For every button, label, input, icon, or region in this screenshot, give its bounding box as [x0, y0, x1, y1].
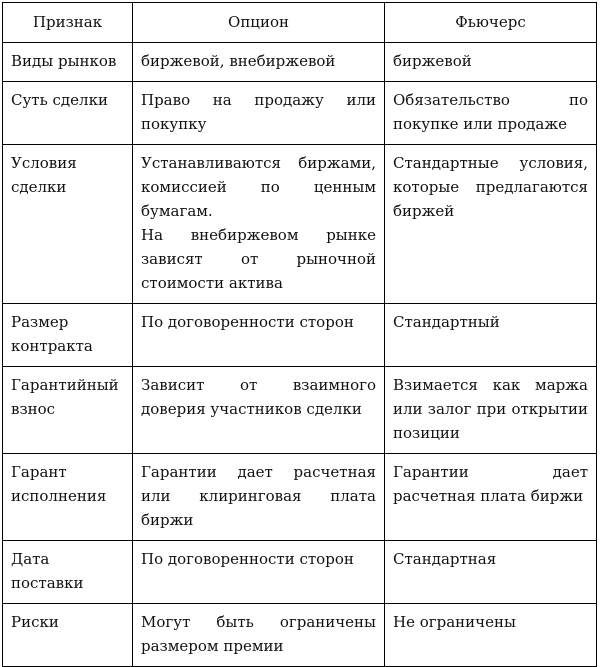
table-row: [3, 454, 597, 541]
cell-text: биржевой: [393, 52, 472, 70]
cell-text: Могут быть ограничены размером премии: [141, 613, 376, 655]
cell-feature: Риски: [3, 604, 133, 667]
cell-feature: Гарантийный взнос: [3, 367, 133, 454]
cell-feature: Гарант исполнения: [3, 454, 133, 541]
cell-option: [133, 541, 385, 604]
cell-text: Гарантии дает расчетная плата биржи: [393, 463, 588, 505]
cell-option: [133, 304, 385, 367]
header-future: Фьючерс: [385, 3, 597, 43]
cell-text: Стандартная: [393, 550, 497, 568]
header-feature: Признак: [3, 3, 133, 43]
cell-future: [385, 304, 597, 367]
cell-text: По договоренности сторон: [141, 550, 354, 568]
cell-text: Право на продажу или покупку: [141, 91, 376, 133]
table-row: [3, 82, 597, 145]
cell-feature: Дата поставки: [3, 541, 133, 604]
cell-future: [385, 43, 597, 82]
cell-future: [385, 541, 597, 604]
cell-text: Стандартный: [393, 313, 500, 331]
table-row: [3, 145, 597, 304]
cell-option: [133, 367, 385, 454]
table-row: [3, 43, 597, 82]
header-row: [3, 3, 597, 43]
cell-option: [133, 454, 385, 541]
table-row: [3, 367, 597, 454]
cell-option: [133, 604, 385, 667]
cell-feature: Размер контракта: [3, 304, 133, 367]
table-row: [3, 604, 597, 667]
cell-future: [385, 82, 597, 145]
cell-text: Обязательство по покупке или продаже: [393, 91, 588, 133]
cell-option: [133, 145, 385, 304]
table-row: [3, 304, 597, 367]
cell-future: [385, 604, 597, 667]
cell-text: Гарантии дает расчетная или клиринговая плата биржи: [141, 463, 376, 529]
cell-feature: Суть сделки: [3, 82, 133, 145]
cell-feature: Виды рынков: [3, 43, 133, 82]
cell-future: [385, 145, 597, 304]
table-row: [3, 541, 597, 604]
cell-text: Зависит от взаимного доверия участников сделки: [141, 376, 376, 418]
cell-text: Стандартные условия, которые предлагаются биржей: [393, 154, 588, 220]
cell-feature: Условия сделки: [3, 145, 133, 304]
cell-text: По договоренности сторон: [141, 313, 354, 331]
cell-option: [133, 82, 385, 145]
comparison-table: [2, 2, 597, 667]
cell-future: [385, 454, 597, 541]
header-option: Опцион: [133, 3, 385, 43]
cell-text: биржевой, внебиржевой: [141, 52, 336, 70]
cell-text: На внебиржевом рынке зависят от рыночной стоимости актива: [141, 226, 376, 292]
cell-future: [385, 367, 597, 454]
cell-text: Не ограничены: [393, 613, 516, 631]
cell-option: [133, 43, 385, 82]
cell-text: Взимается как маржа или залог при открытии позиции: [393, 376, 588, 442]
cell-text: Устанавливаются биржами, комиссией по ценным бумагам.: [141, 154, 376, 220]
